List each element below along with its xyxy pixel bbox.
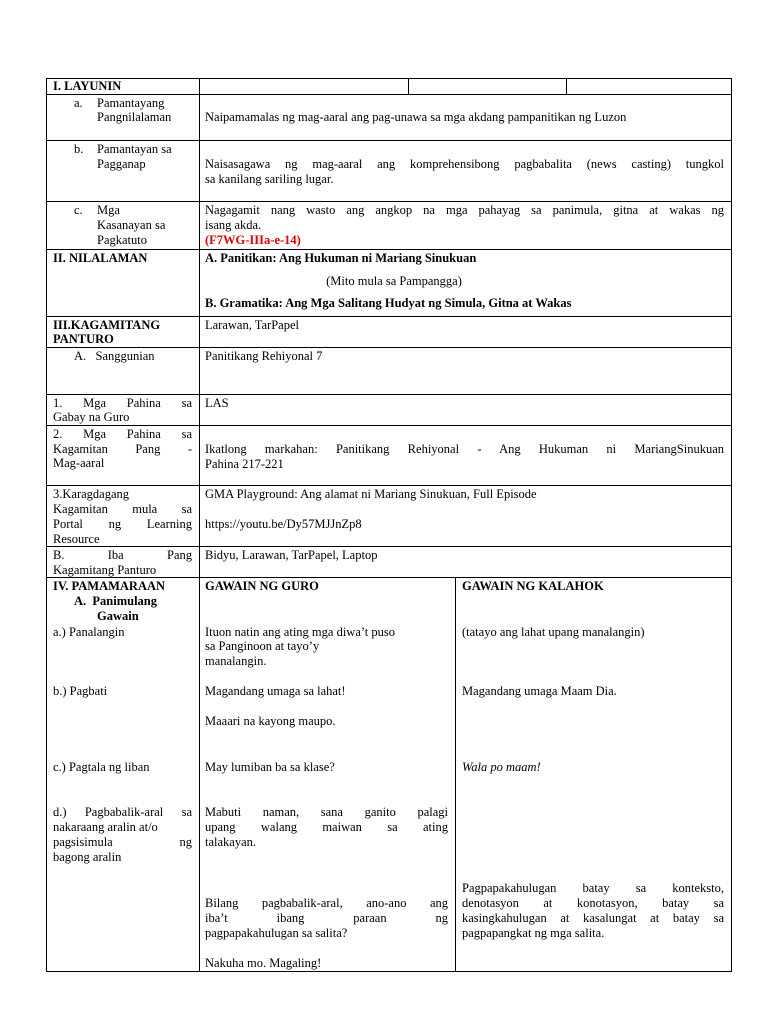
balik-aral-kalahok-3: kasingkahulugan at kasalungat at batay sa: [462, 911, 724, 925]
row-a-content: Naipamamalas ng mag-aaral ang pag-unawa sa mga akdang pampanitikan ng Luzon: [205, 110, 627, 124]
balik-aral-kalahok-2: denotasyon at konotasyon, batay sa: [462, 896, 724, 910]
panalangin-guro-2: sa Panginoon at tayo’y: [205, 639, 320, 653]
row-c-letter: c.: [74, 203, 83, 217]
gabay-content: LAS: [205, 396, 229, 410]
gawain-guro-header: GAWAIN NG GURO: [205, 579, 319, 593]
pagtala-guro: May lumiban ba sa klase?: [205, 760, 335, 774]
gabay-label-2: Gabay na Guro: [53, 410, 130, 424]
row-c-label-3: Pagkatuto: [97, 233, 147, 247]
gabay-content-cell: [199, 394, 732, 426]
row-a-letter: a.: [74, 96, 83, 110]
layunin-blank-cell-3: [566, 78, 732, 95]
balik-aral-guro-2: upang walang maiwan sa ating: [205, 820, 448, 834]
balik-aral-guro-3: talakayan.: [205, 835, 257, 849]
sanggunian-content: Panitikang Rehiyonal 7: [205, 349, 323, 363]
karagdagang-label-2: Kagamitan mula sa: [53, 502, 192, 516]
gabay-label-1: 1. Mga Pahina sa: [53, 396, 192, 410]
kagamitan-aaral-content-1: Ikatlong markahan: Panitikang Rehiyonal - Ang Hukuman ni MariangSinukuan: [205, 442, 724, 456]
gawain-kalahok-header: GAWAIN NG KALAHOK: [462, 579, 604, 593]
balik-aral-label-1: d.) Pagbabalik-aral sa: [53, 805, 192, 819]
pagtala-label: c.) Pagtala ng liban: [53, 760, 150, 774]
row-a-label-1: Pamantayang: [97, 96, 165, 110]
row-c-label-1: Mga: [97, 203, 120, 217]
kagamitan-aaral-label-1: 2. Mga Pahina sa: [53, 427, 192, 441]
row-c-content-line-1: Nagagamit nang wasto ang angkop na mga pahayag sa panimula, gitna at wakas ng: [205, 203, 724, 217]
nilalaman-title: II. NILALAMAN: [53, 251, 148, 265]
panalangin-guro-3: manalangin.: [205, 654, 267, 668]
balik-aral-guro-4: Bilang pagbabalik-aral, ano-ano ang: [205, 896, 448, 910]
iba-pang-label-2: Kagamitang Panturo: [53, 563, 157, 577]
gramatika-title: B. Gramatika: Ang Mga Salitang Hudyat ng Simula, Gitna at Wakas: [205, 296, 572, 310]
balik-aral-guro-7: Nakuha mo. Magaling!: [205, 956, 322, 970]
balik-aral-guro-1: Mabuti naman, sana ganito palagi: [205, 805, 448, 819]
panalangin-kalahok: (tatayo ang lahat upang manalangin): [462, 625, 645, 639]
pagbati-guro-1: Magandang umaga sa lahat!: [205, 684, 346, 698]
balik-aral-guro-6: pagpapakahulugan sa salita?: [205, 926, 348, 940]
row-a-label-2: Pangnilalaman: [97, 110, 172, 124]
pamamaraan-title: IV. PAMAMARAAN: [53, 579, 166, 593]
layunin-title: I. LAYUNIN: [53, 79, 122, 93]
row-b-label-1: Pamantayan sa: [97, 142, 172, 156]
kagamitan-main-content: Larawan, TarPapel: [205, 318, 299, 332]
karagdagang-label-3: Portal ng Learning: [53, 517, 192, 531]
row-b-content-line-1: Naisasagawa ng mag-aaral ang komprehensibong pagbabalita (news casting) tungkol: [205, 157, 724, 171]
layunin-blank-cell-1: [199, 78, 409, 95]
youtube-link[interactable]: https://youtu.be/Dy57MJJnZp8: [205, 517, 362, 531]
pagbati-kalahok: Magandang umaga Maam Dia.: [462, 684, 617, 698]
karagdagang-label-4: Resource: [53, 532, 100, 546]
kagamitan-title-2: PANTURO: [53, 332, 114, 346]
kagamitan-aaral-label-2: Kagamitan Pang -: [53, 442, 192, 456]
balik-aral-label-2: nakaraang aralin at/o: [53, 820, 158, 834]
panalangin-guro-1: Ituon natin ang ating mga diwa’t puso: [205, 625, 396, 639]
balik-aral-label-3: pagsisimula ng: [53, 835, 192, 849]
balik-aral-guro-5: iba’t ibang paraan ng: [205, 911, 448, 925]
balik-aral-kalahok-1: Pagpapakahulugan batay sa konteksto,: [462, 881, 724, 895]
kagamitan-aaral-content-2: Pahina 217-221: [205, 457, 284, 471]
panitikan-title: A. Panitikan: Ang Hukuman ni Mariang Sinukuan: [205, 251, 477, 265]
panimulang-gawain-2: Gawain: [97, 609, 139, 623]
kagamitan-aaral-label-3: Mag-aaral: [53, 456, 105, 470]
panalangin-label: a.) Panalangin: [53, 625, 125, 639]
learning-competency-code: (F7WG-IIIa-e-14): [205, 233, 301, 247]
sanggunian-label: A. Sanggunian: [74, 349, 155, 363]
row-c-content-line-2: isang akda.: [205, 218, 262, 232]
row-b-label-2: Pagganap: [97, 157, 146, 171]
karagdagang-label-1: 3.Karagdagang: [53, 487, 130, 501]
row-b-content-line-2: sa kanilang sariling lugar.: [205, 172, 334, 186]
row-b-letter: b.: [74, 142, 84, 156]
balik-aral-kalahok-4: pagpapangkat ng mga salita.: [462, 926, 605, 940]
layunin-blank-cell-2: [408, 78, 567, 95]
panimulang-gawain-1: A. Panimulang: [74, 594, 158, 608]
kagamitan-title-1: III.KAGAMITANG: [53, 318, 161, 332]
iba-pang-label-1: B. Iba Pang: [53, 548, 192, 562]
mito-subtitle: (Mito mula sa Pampangga): [326, 274, 462, 288]
iba-pang-content: Bidyu, Larawan, TarPapel, Laptop: [205, 548, 378, 562]
pagbati-label: b.) Pagbati: [53, 684, 108, 698]
pagtala-kalahok: Wala po maam!: [462, 760, 541, 774]
pagbati-guro-2: Maaari na kayong maupo.: [205, 714, 336, 728]
karagdagang-content-1: GMA Playground: Ang alamat ni Mariang Sinukuan, Full Episode: [205, 487, 537, 501]
row-c-label-2: Kasanayan sa: [97, 218, 166, 232]
balik-aral-label-4: bagong aralin: [53, 850, 122, 864]
